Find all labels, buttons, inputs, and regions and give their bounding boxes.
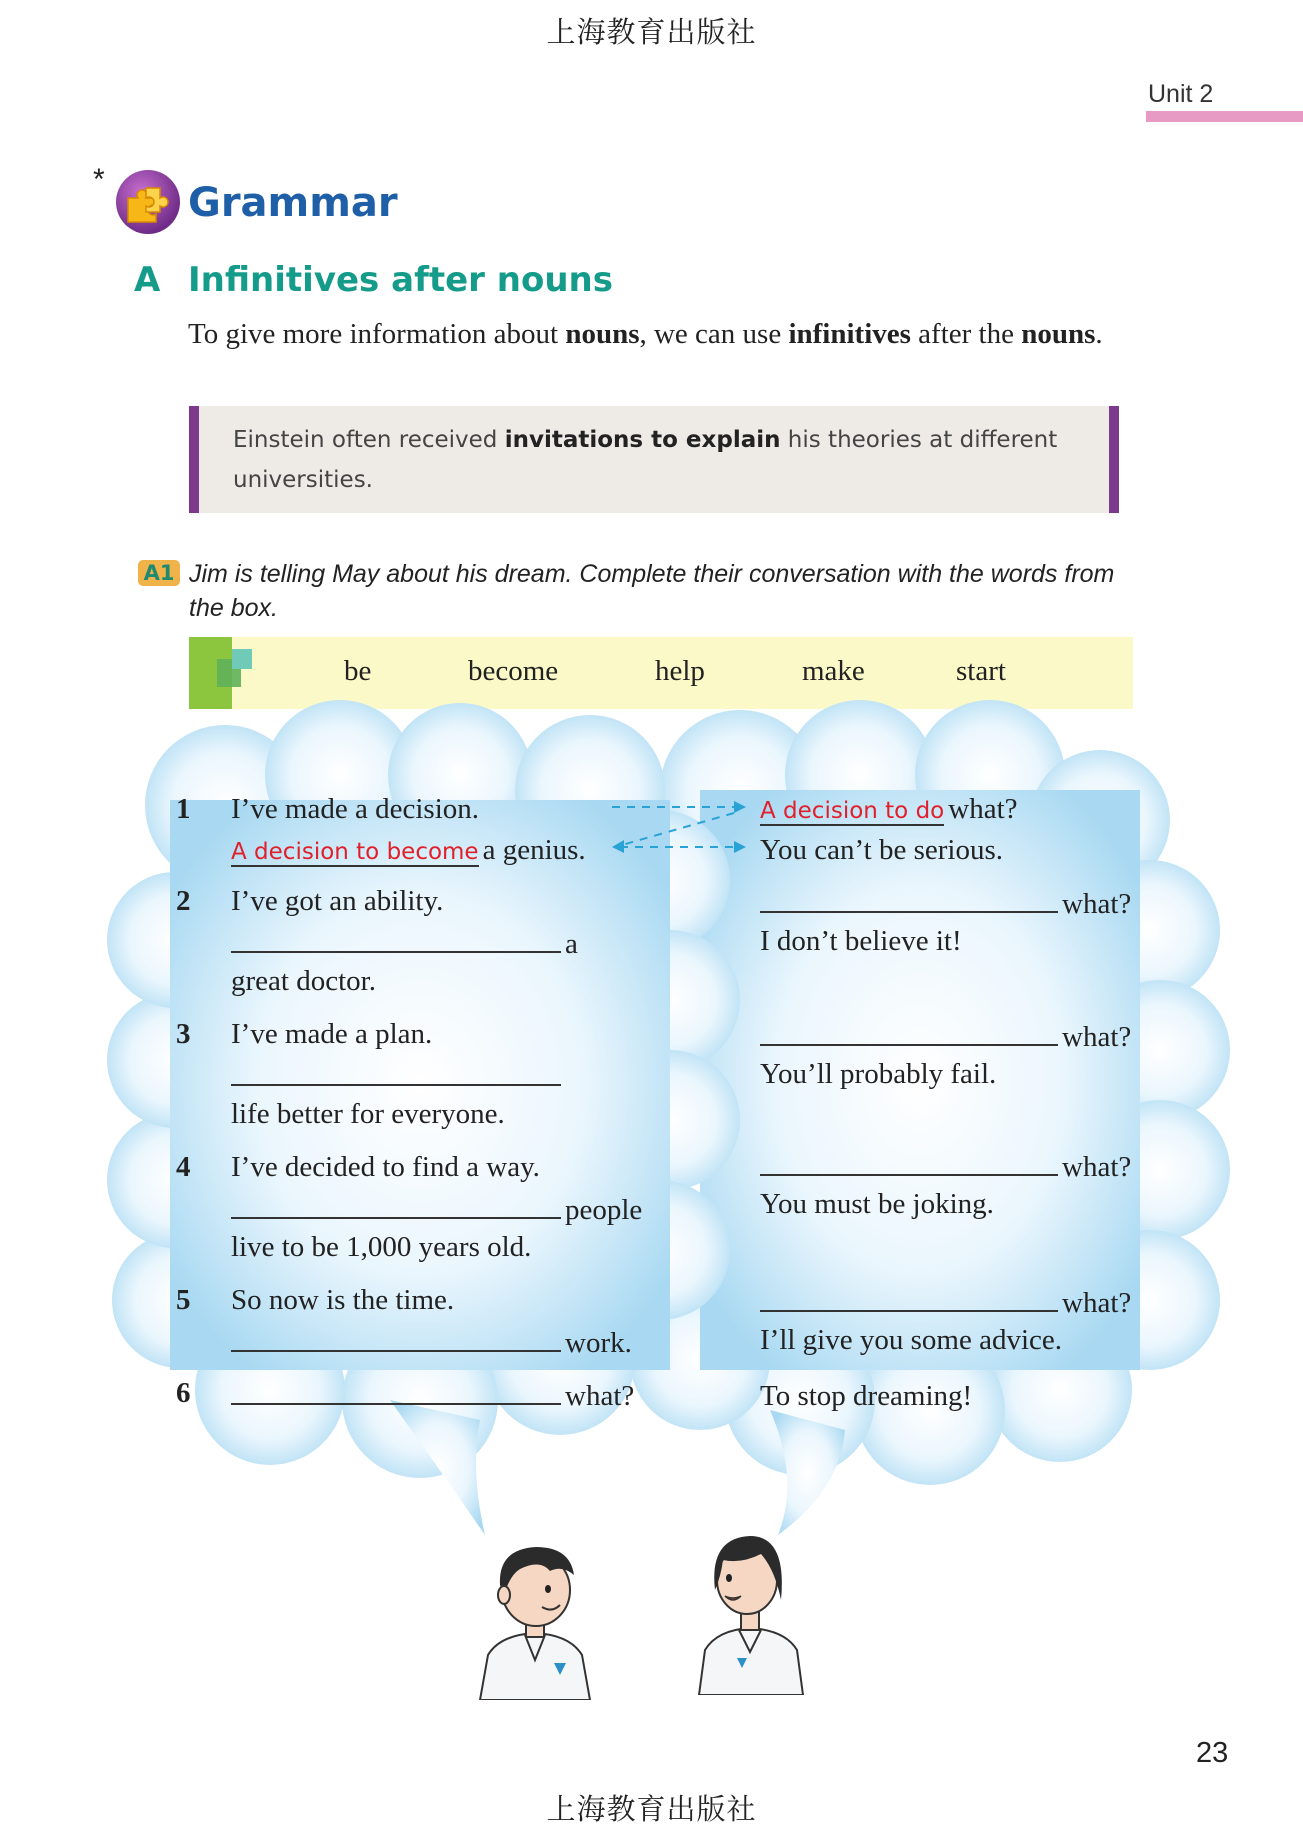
answer-blank[interactable]	[760, 1148, 1058, 1176]
answer-blank[interactable]	[231, 1377, 561, 1405]
may-blank-line: what?	[760, 1148, 1131, 1184]
publisher-footer: 上海教育出版社	[546, 1794, 757, 1826]
may-character-illustration	[695, 1520, 810, 1695]
may-line: To stop dreaming!	[760, 1380, 973, 1412]
may-blank-line: what?	[760, 1284, 1131, 1320]
item-number: 6	[176, 1377, 191, 1409]
jim-line: I’ve made a plan.	[231, 1018, 433, 1050]
example-sentence: Einstein often received invitations to explain his theories at different universities.	[233, 427, 1058, 493]
word-option: make	[802, 655, 865, 687]
item-number: 1	[176, 793, 191, 825]
jim-line: So now is the time.	[231, 1284, 455, 1316]
answer-blank[interactable]	[760, 1284, 1058, 1312]
page-number: 23	[1196, 1737, 1229, 1769]
jim-character-illustration	[470, 1535, 600, 1700]
jim-blank-line: what?	[231, 1377, 634, 1413]
item-number: 2	[176, 885, 191, 917]
answer-blank[interactable]	[760, 1018, 1058, 1046]
dashed-arrows	[610, 795, 750, 855]
may-line: I don’t believe it!	[760, 925, 962, 957]
jim-line: I’ve made a decision.	[231, 793, 480, 825]
word-option: become	[468, 655, 559, 687]
answer-blank[interactable]	[231, 1324, 561, 1352]
may-line: I’ll give you some advice.	[760, 1324, 1062, 1356]
jim-blank-line: people	[231, 1191, 642, 1227]
may-line: You must be joking.	[760, 1188, 994, 1220]
answer-blank[interactable]	[231, 925, 561, 953]
may-answer-line: A decision to do what?	[760, 793, 1018, 825]
unit-label: Unit 2	[1148, 80, 1214, 108]
section-letter: A	[134, 260, 161, 300]
may-line: You’ll probably fail.	[760, 1058, 997, 1090]
answer-blank[interactable]	[231, 1191, 561, 1219]
jim-blank-line: a	[231, 925, 578, 961]
answer-blank[interactable]	[231, 1058, 561, 1086]
intro-paragraph: To give more information about nouns, we can use infinitives after the nouns.	[188, 318, 1103, 350]
asterisk-mark: *	[93, 163, 105, 196]
answer-blank[interactable]	[760, 885, 1058, 913]
grammar-title: Grammar	[188, 180, 398, 226]
jim-blank-line	[231, 1058, 561, 1091]
jim-blank-line: work.	[231, 1324, 632, 1360]
exercise-instruction: Jim is telling May about his dream. Complete their conversation with the words from the box.	[189, 560, 1115, 622]
jim-line: I’ve decided to find a way.	[231, 1151, 540, 1183]
item-number: 5	[176, 1284, 191, 1316]
example-answer: A decision to do	[760, 798, 945, 824]
jim-answer-line: A decision to become a genius.	[231, 834, 586, 866]
jim-line: live to be 1,000 years old.	[231, 1231, 532, 1263]
jim-line: great doctor.	[231, 965, 376, 997]
example-answer: A decision to become	[231, 839, 479, 865]
item-number: 3	[176, 1018, 191, 1050]
word-option: start	[956, 655, 1006, 687]
jim-line: I’ve got an ability.	[231, 885, 444, 917]
item-number: 4	[176, 1151, 191, 1183]
word-option: help	[655, 655, 705, 687]
exercise-label: A1	[138, 560, 180, 586]
may-blank-line: what?	[760, 1018, 1131, 1054]
word-option: be	[344, 655, 372, 687]
jim-line: life better for everyone.	[231, 1098, 505, 1130]
may-blank-line: what?	[760, 885, 1131, 921]
may-line: You can’t be serious.	[760, 834, 1004, 866]
section-title: Infinitives after nouns	[188, 260, 613, 300]
publisher-header: 上海教育出版社	[546, 17, 757, 49]
